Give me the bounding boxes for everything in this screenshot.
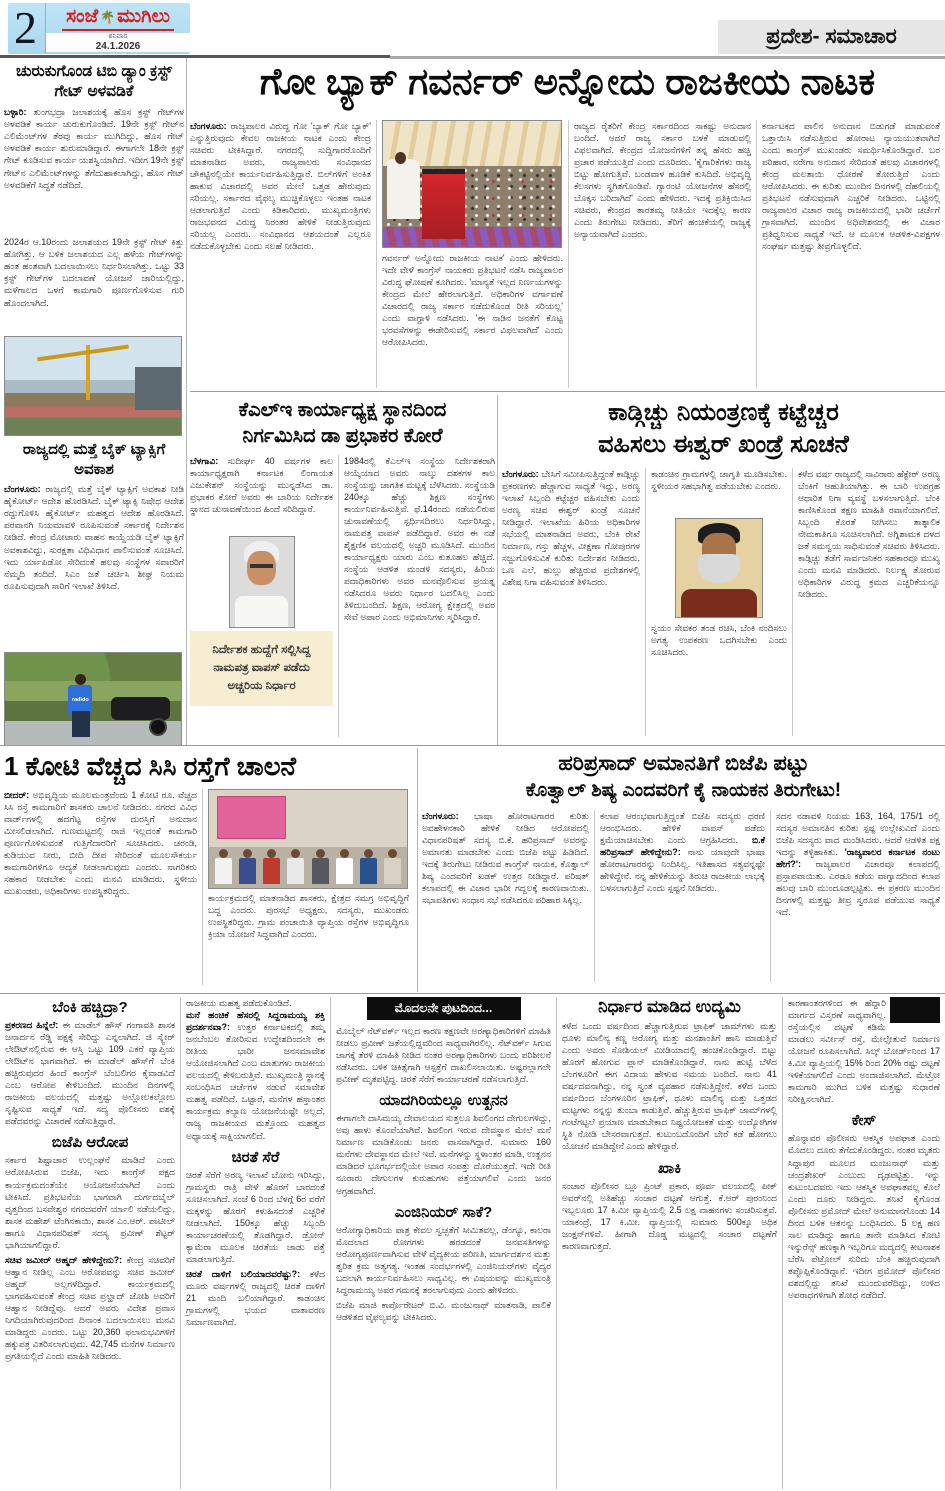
- kle-story: [190, 397, 495, 737]
- hariprasad-col1-text: ಭಾಷಾ ಹೋರಾಟಗಾರರ ಕುರಿತು ಅವಹೇಳನಕಾರಿ ಹೇಳಿಕೆ ನೀಡಿದ ಆರೋಪದಲ್ಲಿ ವಿಧಾನಪರಿಷತ್ ಸದಸ್ಯ ಬಿ.ಕೆ. ಹರಿಪ್ರಸಾದ್ ಅವರನ್ನು ಅಮಾನತು ಮಾಡಬೇಕು ಎಂದು ಬಿಜೆಪಿ ಪಟ್ಟು ಹಿಡಿದಿದೆ. ಇದಕ್ಕೆ ತಿರುಗೇಟು ನೀಡಿರುವ ಕಾಂಗ್ರೆಸ್ ನಾಯಕ, ಕೊತ್ವಾಲ್ ಶಿಷ್ಯ ಎಂದವರಿಗೆ ಖಡಕ್ ಉತ್ತರ ನೀಡಿದ್ದಾರೆ. ಪರಿಷತ್ ಕಲಾಪದಲ್ಲಿ ಈ ವಿಚಾರ ಭಾರೀ ಗದ್ದಲಕ್ಕೆ ಕಾರಣವಾಯಿತು. ಸಭಾಪತಿಗಳು ಸಂಧಾನ ಸಭೆ ನಡೆಸಿದರೂ ಪರಿಹಾರ ಸಿಕ್ಕಿಲ್ಲ.: [422, 810, 589, 906]
- hariprasad-col-2: [594, 810, 770, 982]
- bottom-col2-para-4: [186, 1268, 325, 1328]
- masthead-brand-block: [46, 3, 190, 54]
- brand-name-part1: ಸಂಜೆ: [66, 5, 99, 27]
- kle-headline: [190, 397, 495, 450]
- bottom-col1-text-1: ಈ ಮಾಡೆಲ್ ಹೌಸ್ ಗಂಗಾವತಿ ಶಾಸಕ ಜನಾರ್ದನ ರೆಡ್ಡಿ ಪಕ್ಷಕ್ಕೆ ಸೇರಿದ್ದು ಎನ್ನಲಾಗಿದೆ. ಜಿ ಸ್ಕ್ವೇರ್ ಲೇಔಟ್‌ನಲ್ಲಿರುವ ಈ ಆಸ್ತಿ ಒಟ್ಟು 109 ಎಕರೆ ವ್ಯಾಪ್ತಿಯ ಲೇಔಟ್‌ನ ಭಾಗವಾಗಿದೆ. ಈ ಮಾಡೆಲ್ ಹೌಸ್‌ಗೆ ಬೆಂಕಿ ಹಚ್ಚಿರುವುದರ ಹಿಂದೆ ಕಾಂಗ್ರೆಸ್ ಬೆಂಬಲಿಗರ ಕೈವಾಡವಿದೆ ಎಂಬ ಆರೋಪ ಕೇಳಿಬಂದಿದೆ. ಮುಂದಿನ ದಿನಗಳಲ್ಲಿ ರಾಜಕೀಯ ವಲಯದಲ್ಲಿ ಮತ್ತಷ್ಟು ಅಲ್ಲೋಲಕಲ್ಲೋಲ ಸೃಷ್ಟಿಸುವ ಸಾಧ್ಯತೆ ಇದೆ. ಸದ್ಯ ಪೊಲೀಸರು ವಶಕ್ಕೆ ಪಡೆದವರನ್ನು ವಿಚಾರಣೆ ನಡೆಸುತ್ತಿದ್ದಾರೆ.: [5, 1020, 175, 1127]
- fire-headline-line1: ಕಾಡ್ಗಿಚ್ಚು ನಿಯಂತ್ರಣಕ್ಕೆ ಕಟ್ಟೆಚ್ಚರ: [608, 399, 839, 426]
- forest-fire-story: [502, 397, 945, 736]
- hariprasad-dateline: ಬೆಂಗಳೂರು:: [422, 810, 459, 821]
- dam-crane-photo: [4, 336, 182, 436]
- bottom-col1-para-2: ಸರ್ಕಾರ ಶಿಷ್ಟಾಚಾರ ಉಲ್ಲಂಘನೆ ಮಾಡಿದೆ ಎಂದು ಆರೋಪಿಸಿರುವ ಬಿಜೆಪಿ, ಇದು ಕಾಂಗ್ರೆಸ್ ಪಕ್ಷದ ಕಾರ್ಯಕ್ರಮದಂತೆಯೇ ಆಯೋಜನೆಯಾಗಿದೆ ಎಂದು ಟೀಕಿಸಿದೆ. ಪ್ರತಿಭಟನೆಯ ಭಾಗವಾಗಿ ದುರ್ಗದಬೈಲ್ ವೃತ್ತದಿಂದ ಬಸವೇಶ್ವರ ನಗರದವರೆಗೆ ರ್ಯಾಲಿ ನಡೆಯಲಿದ್ದು, ಶಾಸಕ ಮಹೇಶ್ ಟೆಂಗಿನಕಾಯಿ, ಶಾಸಕ ಎಂ.ಆರ್. ಪಾಟೀಲ್ ಹಾಗೂ ವಿಧಾನಪರಿಷತ್ ಸದಸ್ಯ ಪ್ರವೀಣ್ ಶೆಟ್ಟರ್ ಭಾಗಿಯಾಗಲಿದ್ದಾರೆ.: [5, 1155, 175, 1250]
- speech-photo: [382, 120, 562, 248]
- fire-columns: [502, 468, 945, 736]
- kle-headline-line1: ಕೆಎಲ್ಇ ಕಾರ್ಯಾಧ್ಯಕ್ಷ ಸ್ಥಾನದಿಂದ: [238, 399, 447, 421]
- kore-shirt-shape: [235, 596, 289, 627]
- hariprasad-col3-lead: 'ರಾಜ್ಯಪಾಲರ ಕರ್ನಾಟಕ ನಂಟು ಹೇಗೆ?':: [776, 847, 940, 870]
- palm-tree-icon: 🌴: [100, 9, 116, 24]
- page-number: 2: [8, 3, 46, 54]
- engineer-enough-subhead: ಎಂಜಿನಿಯರ್ ಸಾಕೆ?: [394, 1203, 493, 1221]
- governor-col-1: [190, 120, 376, 388]
- yadgiri-excavation-subhead: ಯಾದಗಿರಿಯಲ್ಲೂ ಉತ್ಖನನ: [379, 1092, 508, 1110]
- bottom-col2-text-4: ಕಳೆದ ಮೂರು ವರ್ಷಗಳಲ್ಲಿ ರಾಜ್ಯದಲ್ಲಿ ಚಿರತೆ ದಾಳಿಗೆ 21 ಮಂದಿ ಬಲಿಯಾಗಿದ್ದಾರೆ. ಕಾಡಂಚಿನ ಗ್ರಾಮಗಳಲ್ಲಿ ಭಯದ ವಾತಾವರಣ ನಿರ್ಮಾಣವಾಗಿದೆ.: [186, 1268, 325, 1328]
- person-figure: [261, 849, 282, 884]
- rider-legs-shape: [72, 711, 90, 737]
- bottom-col1-lead-2: ಸಚಿವ ಜಮೀರ್ ಅಹ್ಮದ್ ಹೇಳಿದ್ದೇನು?:: [5, 1254, 123, 1265]
- ccroad-columns: [4, 789, 414, 985]
- fire-set-subhead: ಬೆಂಕಿ ಹಚ್ಚಿದ್ರಾ?: [52, 999, 128, 1016]
- vertical-rule-left: [186, 58, 187, 745]
- person-figure: [285, 849, 306, 884]
- governor-headline: ಗೋ ಬ್ಯಾಕ್ ಗವರ್ನರ್ ಅನ್ನೋದು ರಾಜಕೀಯ ನಾಟಕ: [259, 61, 876, 102]
- case-subhead: ಕೇಸ್: [851, 1112, 877, 1130]
- eshwar-khandre-photo: [675, 518, 763, 618]
- bottom-col-2: [180, 997, 330, 1489]
- left-column: [4, 62, 184, 746]
- bottom-col2-para-2: [186, 1009, 325, 1142]
- dam-wall-shape: [135, 367, 181, 410]
- kore-face-shape: [247, 551, 275, 585]
- bottom-col1-para-1: [5, 1019, 175, 1127]
- bottom-col3-para-4: ಬಿಜೆಪಿ ಮಾಜಿ ಕಾರ್ಪೊರೇಟರ್ ಬಿ.ವಿ. ಮಂಜುನಾಥ್ ಮಾತನಾಡಿ, ಪಾಲಿಕೆ ಆಡಳಿತದ ವೈಫಲ್ಯವನ್ನು ಟೀಕಿಸಿದರು.: [336, 1299, 551, 1322]
- bike-taxi-photo: [4, 652, 182, 746]
- governor-col3-text: ರಾಜ್ಯದ ರೈತರಿಗೆ ಕೇಂದ್ರ ಸರ್ಕಾರದಿಂದ ಸಾಕಷ್ಟು ಅನುದಾನ ಬಂದಿದೆ. ಆದರೆ ರಾಜ್ಯ ಸರ್ಕಾರ ಬಳಕೆ ಮಾಡುವಲ್ಲಿ ವಿಫಲವಾಗಿದೆ. ಕೇಂದ್ರದ ಯೋಜನೆಗಳಿಗೆ ತನ್ನ ಹೆಸರು ಹಚ್ಚಿ ಪ್ರಚಾರ ಪಡೆಯುತ್ತಿದೆ ಎಂದು ದೂರಿದರು. 'ಕೈಗಾರಿಕೆಗಳು ರಾಜ್ಯ ಬಿಟ್ಟು ಹೋಗುತ್ತಿವೆ. ಬಂಡವಾಳ ಹೂಡಿಕೆ ಕುಸಿದಿದೆ. ಅಭಿವೃದ್ಧಿ ಕೆಲಸಗಳು ಸ್ಥಗಿತಗೊಂಡಿವೆ. ಗ್ಯಾರಂಟಿ ಯೋಜನೆಗಳ ಹೆಸರಲ್ಲಿ ಬೊಕ್ಕಸ ಬರಿದಾಗಿದೆ' ಎಂದು ಹೇಳಿದರು. ಇದಕ್ಕೆ ಪ್ರತಿಕ್ರಿಯಿಸಿದ ಸಚಿವರು, ಕೇಂದ್ರದ ತಾರತಮ್ಯ ನೀತಿಯೇ ಇದಕ್ಕೆಲ್ಲ ಕಾರಣ ಎಂದು ತಿರುಗೇಟು ನೀಡಿದರು. ತೆರಿಗೆ ಹಂಚಿಕೆಯಲ್ಲಿ ರಾಜ್ಯಕ್ಕೆ ಅನ್ಯಾಯವಾಗಿದೆ ಎಂದರು.: [574, 121, 751, 240]
- hariprasad-col-1: [422, 810, 594, 982]
- rule-below-governor: [190, 391, 945, 392]
- bottom-col2-text-2: ಉತ್ತರ ಕರ್ನಾಟಕದಲ್ಲಿ ತಮ್ಮ ಜನಬೆಂಬಲ ತೋರಿಸುವ ಉದ್ದೇಶದಿಂದಲೇ ಈ ರೀತಿಯ ಭಾರೀ ಜನಸಮಾವೇಶ ಆಯೋಜಿಸಲಾಗಿದೆ ಎಂಬ ಮಾತುಗಳು ರಾಜಕೀಯ ವಲಯದಲ್ಲಿ ಕೇಳಿಬರುತ್ತಿವೆ. ಮುಖ್ಯಮಂತ್ರಿ ಸ್ಥಾನಕ್ಕೆ ಸಂಬಂಧಿಸಿದ ಚರ್ಚೆಗಳ ನಡುವೆ ಸಮಾವೇಶ ಮಹತ್ವ ಪಡೆದಿದೆ. ಒಟ್ಟಾರೆ, ಮನೆಗಳ ಹಸ್ತಾಂತರ ಕಾರ್ಯಕ್ರಮ ಕಲ್ಯಾಣ ಯೋಜನೆಯಷ್ಟೇ ಅಲ್ಲದೆ, ರಾಜ್ಯ ರಾಜಕೀಯದ ಮತ್ತೊಂದು ಮಹತ್ವದ ಅಧ್ಯಾಯಕ್ಕೆ ಸಾಕ್ಷಿಯಾಗಲಿದೆ.: [186, 1022, 325, 1141]
- hariprasad-col2-text-a: ಕಲಾಪ ಆರಂಭವಾಗುತ್ತಿದ್ದಂತೆ ಬಿಜೆಪಿ ಸದಸ್ಯರು ಧರಣಿ ಆರಂಭಿಸಿದರು. ಹೇಳಿಕೆ ವಾಪಸ್ ಪಡೆದು ಕ್ಷಮೆಯಾಚಿಸಬೇಕು ಎಂದು ಆಗ್ರಹಿಸಿದರು.: [600, 810, 765, 846]
- motorcycle-shape: [111, 697, 171, 719]
- carpet-shape: [383, 227, 561, 247]
- cc-road-group-photo: [208, 789, 408, 889]
- fire-col2-text-a: ಕಾಡಂಚಿನ ಗ್ರಾಮಗಳಲ್ಲಿ ಜಾಗೃತಿ ಮೂಡಿಸಬೇಕು. ಸ್ಥಳೀಯರ ಸಹಭಾಗಿತ್ವ ಪಡೆಯಬೇಕು ಎಂದರು.: [651, 468, 787, 491]
- header-rule-left: [0, 55, 390, 58]
- tbdam-dateline: ಬಳ್ಳಾರಿ:: [4, 107, 27, 118]
- governor-col2-text: ಗವರ್ನರ್ ಅನ್ನೋದು ರಾಜಕೀಯ ನಾಟಕ' ಎಂದು ಹೇಳಿದರು. ಇದೇ ವೇಳೆ ಕಾಂಗ್ರೆಸ್ ನಾಯಕರು ಪ್ರತಿಭಟನೆ ನಡೆಸಿ ರಾಜ್ಯಪಾಲರ ವಿರುದ್ಧ ಘೋಷಣೆ ಕೂಗಿದರು. 'ಮಾನ್ಯತೆ ಇಲ್ಲದ ನಿರ್ಣಯಗಳನ್ನು ಕೇಂದ್ರದ ಮೇಲೆ ಹೇರಲಾಗುತ್ತಿದೆ. ಅಧಿಕಾರಿಗಳ ವರ್ಗಾವಣೆ ವಿಚಾರದಲ್ಲಿ ರಾಜ್ಯ ಸರ್ಕಾರ ನಡೆದುಕೊಂಡ ರೀತಿ ಸರಿಯಲ್ಲ' ಎಂದು ವಾಗ್ದಾಳಿ ನಡೆಸಿದರು. 'ಈ ನಾಡಿನ ಜನತೆಗೆ ಕೊಟ್ಟ ಭರವಸೆಗಳನ್ನು ಈಡೇರಿಸುವಲ್ಲಿ ಸರ್ಕಾರ ವಿಫಲವಾಗಿದೆ' ಎಂದು ಆರೋಪಿಸಿದರು.: [382, 253, 563, 348]
- kle-dateline: ಬೆಳಗಾವಿ:: [190, 455, 219, 466]
- kle-left-paragraph: ಸುದೀರ್ಘ 40 ವರ್ಷಗಳ ಕಾಲ ಕಾರ್ಯಾಧ್ಯಕ್ಷರಾಗಿ ಕರ್ನಾಟಕ ಲಿಂಗಾಯತ ಎಜುಕೇಶನ್ ಸಂಸ್ಥೆಯನ್ನು ಮುನ್ನಡೆಸಿದ ಡಾ. ಪ್ರಭಾಕರ ಕೋರೆ ಅವರು ಈ ಬಾರಿಯ ನಿರ್ದೇಶಕ ಸ್ಥಾನದ ಚುನಾವಣೆಯಿಂದ ಹಿಂದೆ ಸರಿದಿದ್ದಾರೆ.: [190, 455, 333, 514]
- entrepreneur-subhead: ನಿರ್ಧಾರ ಮಾಡಿದ ಉದ್ಯಮಿ: [598, 997, 741, 1016]
- bottom-col5-para-2: ಹೊನ್ನಾವರ ಪೊಲೀಸರು ಆಕಸ್ಮಿಕ ಅಪಘಾತ ಎಂದು ಮೊದಲು ದೂರು ತೆಗೆದುಕೊಂಡಿದ್ದರು. ನಂತರ ಮೃತರು ಸಿದ್ದಾಪುರ ಮೂಲದ ಮಂಜುನಾಥ್ ಮತ್ತು ಚಂದ್ರಶೇಖರ್ ಎಂಬುದು ದೃಢಪಟ್ಟಿತ್ತು. ಇನ್ನು ಕುಟುಂಬದವರು ಇದು ಆಕಸ್ಮಿಕ ಅಪಘಾತವಲ್ಲ ಕೊಲೆ ಎಂದು ದೂರು ನೀಡಿದ್ದರು. ತನಿಖೆ ಕೈಗೊಂಡ ಪೊಲೀಸರು ಪ್ರಮೋದ್ ಮೇಲೆ ಅನುಮಾನಗೊಂಡು 14 ದಿನದ ಬಳಿಕ ಆತನನ್ನು ಬಂಧಿಸಿದರು. 5 ಲಕ್ಷ ಹಣ ಸಾಲ ಮಾಡಿದ್ದು ಹಾಗೂ ತಾನೇ ಮಾಡಿಸಿದ ಕೋಟಿ ಇನ್ಶುರೆನ್ಸ್ ಹಣಕ್ಕಾಗಿ ಇಬ್ಬರಿಗೂ ಮದ್ಯದಲ್ಲಿ ಕೀಟನಾಶಕ ಬೆರೆಸಿ ಪೆಟ್ರೋಲ್ ಸುರಿದು ಬೆಂಕಿ ಹಚ್ಚಿರುವುದಾಗಿ ತಪ್ಪೊಪ್ಪಿಕೊಂಡಿದ್ದಾನೆ. ಇದೀಗ ಪ್ರಮೋದ್ ಪೊಲೀಸರ ವಶದಲ್ಲಿದ್ದು ತನಿಖೆ ಮುಂದುವರೆದಿದ್ದು, ಉಳಿದ ಅಪರಾಧಗಳಿಗಾಗಿ ಶೋಧ ನಡೆದಿದೆ.: [788, 1133, 940, 1301]
- kle-columns: [190, 455, 495, 737]
- person-figure: [237, 849, 258, 884]
- bottom-col-3: [330, 997, 556, 1489]
- bottom-col-4: [556, 997, 782, 1489]
- header-rule-right: [390, 56, 945, 59]
- governor-dateline: ಬೆಂಗಳೂರು:: [190, 121, 227, 131]
- person-figure: [382, 849, 403, 884]
- tbdam-body-1: [4, 106, 184, 234]
- kle-col-right: [338, 455, 495, 737]
- vertical-rule-lower: [417, 748, 418, 992]
- fire-col-1: [502, 468, 645, 736]
- hariprasad-columns: [422, 810, 945, 982]
- governor-story: [190, 60, 945, 388]
- governor-col1-text: ರಾಜ್ಯಪಾಲರ ವಿರುದ್ಧ ಗೋ 'ಬ್ಯಾಕ್ ಗೋ ಬ್ಯಾಕ್' ಎನ್ನುತ್ತಿರುವುದು ಕೇವಲ ರಾಜಕೀಯ ನಾಟಕ ಎಂದು ಕೇಂದ್ರ ಸಚಿವರು ಟೀಕಿಸಿದ್ದಾರೆ. ನಗರದಲ್ಲಿ ಸುದ್ದಿಗಾರರೊಂದಿಗೆ ಮಾತನಾಡಿದ ಅವರು, ರಾಜ್ಯಪಾಲರು ಸಂವಿಧಾನದ ಚೌಕಟ್ಟಿನಲ್ಲಿಯೇ ಕಾರ್ಯನಿರ್ವಹಿಸುತ್ತಿದ್ದಾರೆ. ಬಿಲ್‌ಗಳಿಗೆ ಅಂಕಿತ ಹಾಕುವ ವಿಚಾರದಲ್ಲಿ ಅವರ ಮೇಲೆ ಒತ್ತಡ ಹೇರುವುದು ಸರಿಯಲ್ಲ. ಸರ್ಕಾರದ ವೈಫಲ್ಯ ಮುಚ್ಚಿಕೊಳ್ಳಲು ಇಂತಹ ನಾಟಕ ಆಡಲಾಗುತ್ತಿದೆ ಎಂದು ಕಿಡಿಕಾರಿದರು. ಮುಖ್ಯಮಂತ್ರಿಗಳು ರಾಜಭವನದ ವಿರುದ್ಧ ನಿರಂತರ ಹೇಳಿಕೆ ನೀಡುತ್ತಿರುವುದು ಸರಿಯಲ್ಲ ಎಂದರು. ಸಂವಿಧಾನದ ಆಶಯದಂತೆ ಎಲ್ಲರೂ ನಡೆದುಕೊಳ್ಳಬೇಕು ಎಂದು ಸಲಹೆ ನೀಡಿದರು.: [190, 121, 371, 252]
- governor-col-3: [568, 120, 756, 388]
- biketaxi-paragraph: ರಾಜ್ಯದಲ್ಲಿ ಮತ್ತೆ ಬೈಕ್ ಟ್ಯಾಕ್ಸಿಗೆ ಅವಕಾಶ ನೀಡಿ ಹೈಕೋರ್ಟ್ ಆದೇಶ ಹೊರಡಿಸಿದೆ. ಬೈಕ್ ಟ್ಯಾಕ್ಸಿ ನಿಷೇಧ ಆದೇಶ ರದ್ದುಗೊಳಿಸಿ ಹೈಕೋರ್ಟ್ ಮಹತ್ವದ ಆದೇಶ ಹೊರಡಿಸಿದೆ. ಪರವಾನಗಿ ನಿಯಮಾವಳಿ ರೂಪಿಸುವಂತೆ ಸರ್ಕಾರಕ್ಕೆ ನಿರ್ದೇಶನ ನೀಡಿದೆ. ಕೇಂದ್ರ ಮೋಟಾರು ವಾಹನ ಕಾಯ್ದೆಯಡಿ ಬೈಕ್ ಟ್ಯಾಕ್ಸಿಗೆ ಅವಕಾಶವಿದ್ದು, ಸುರಕ್ಷತಾ ವಿಧಿವಿಧಾನ ಪಾಲಿಸುವಂತೆ ಸೂಚಿಸಿದೆ. ಇದು ರ್ಯಾಪಿಡೋ ಸೇರಿದಂತೆ ಹಲವು ಸಂಸ್ಥೆಗಳ ಸವಾರರಿಗೆ ನೆಮ್ಮದಿ ತಂದಿದೆ. ಸಿಎಂ ಜತೆ ಚರ್ಚಿಸಿ ಶೀಘ್ರ ನಿಯಮ ರೂಪಿಸುವುದಾಗಿ ಸಾರಿಗೆ ಇಲಾಖೆ ತಿಳಿಸಿದೆ.: [4, 484, 184, 591]
- crane-arm-shape: [37, 345, 128, 362]
- masthead-day: ಶನಿವಾರ: [46, 33, 190, 41]
- fire-col3-text: ಕಳೆದ ವರ್ಷ ರಾಜ್ಯದಲ್ಲಿ ಸಾವಿರಾರು ಹೆಕ್ಟೇರ್ ಅರಣ್ಯ ಬೆಂಕಿಗೆ ಆಹುತಿಯಾಗಿತ್ತು. ಈ ಬಾರಿ ಉಪಗ್ರಹ ಆಧಾರಿತ ನಿಗಾ ವ್ಯವಸ್ಥೆ ಬಳಸಲಾಗುತ್ತಿದೆ. ಬೆಂಕಿ ಕಾಣಿಸಿಕೊಂಡ ತಕ್ಷಣ ಮಾಹಿತಿ ರವಾನೆಯಾಗಲಿದೆ. ಸಿಬ್ಬಂದಿ ಕೊರತೆ ನೀಗಿಸಲು ತಾತ್ಕಾಲಿಕ ನೇಮಕಾತಿಗೂ ಸೂಚಿಸಲಾಗಿದೆ. ಅಗ್ನಿಶಾಮಕ ದಳದ ಜತೆ ಸಮನ್ವಯ ಸಾಧಿಸುವಂತೆ ಸಚಿವರು ತಿಳಿಸಿದರು. ಕಾಡ್ಗಿಚ್ಚು ತಡೆಗೆ ಸಾರ್ವಜನಿಕರ ಸಹಕಾರವೂ ಮುಖ್ಯ ಎಂದು ಮನವಿ ಮಾಡಿದರು. ನಿರ್ಲಕ್ಷ್ಯ ತೋರುವ ಅಧಿಕಾರಿಗಳ ವಿರುದ್ಧ ಕ್ರಮದ ಎಚ್ಚರಿಕೆಯನ್ನೂ ನೀಡಿದರು.: [798, 468, 940, 600]
- rule-mid-page: [0, 745, 945, 746]
- fire-col-2: [645, 468, 792, 736]
- biketaxi-dateline: ಬೆಂಗಳೂರು:: [4, 484, 41, 495]
- kore-glasses-shape: [250, 564, 273, 568]
- bottom-col3-para-1: ಮೊಬೈಲ್ ನೆಟ್‌ವರ್ಕ್ ಇಲ್ಲದ ಕಾರಣ ತಕ್ಷಣವೇ ಅರಣ್ಯಾಧಿಕಾರಿಗಳಿಗೆ ಮಾಹಿತಿ ನೀಡಲು ಪ್ರವೀಣ್ ಜತೆಯಲ್ಲಿದ್ದವರಿಂದ ಸಾಧ್ಯವಾಗಿರಲಿಲ್ಲ. ನೆಟ್‌ವರ್ಕ್ ಸಿಗುವ ಜಾಗಕ್ಕೆ ತೆರಳಿ ಮಾಹಿತಿ ನೀಡಿದ ನಂತರ ಅರಣ್ಯಾಧಿಕಾರಿಗಳು ಬಂದು ಪರಿಶೀಲನೆ ನಡೆಸಿದರು. ಬಳಿಕ ಚಿಕಿತ್ಸೆಗಾಗಿ ಆಸ್ಪತ್ರೆಗೆ ದಾಖಲಿಸಲಾಯಿತು. ಅಷ್ಟರಲ್ಲಾಗಲೇ ಪ್ರವೀಣ್ ಮೃತಪಟ್ಟಿದ್ದ. ಚಿರತೆ ಸೆರೆಗೆ ಕಾರ್ಯಾಚರಣೆ ನಡೆಸಲಾಗುತ್ತಿದೆ.: [336, 1026, 551, 1085]
- from-page-one-banner: ಮೊದಲನೇ ಪುಟದಿಂದ...: [367, 997, 521, 1020]
- section-label: ಪ್ರದೇಶ- ಸಮಾಚಾರ: [718, 20, 945, 54]
- bottom-col2-lead-1: ಮನೆ ಹಂಚಿಕೆ ಹೆಸರಲ್ಲಿ ಸಿದ್ದರಾಮಯ್ಯ ಶಕ್ತಿ ಪ್ರದರ್ಶನವಾ?:: [186, 1010, 325, 1033]
- tbdam-headline: ಚುರುಕುಗೊಂಡ ಟಿಬಿ ಡ್ಯಾಂ ಕ್ರಸ್ಟ್ ಗೇಟ್ ಅಳವಡಿಕೆ: [16, 63, 172, 101]
- rider-head-shape: [75, 674, 86, 685]
- person-figure: [358, 849, 379, 884]
- ccroad-right-text: ಕಾರ್ಯಕ್ರಮದಲ್ಲಿ ಮಾತನಾಡಿದ ಶಾಸಕರು, ಕ್ಷೇತ್ರದ ಸಮಗ್ರ ಅಭಿವೃದ್ಧಿಗೆ ಬದ್ಧ ಎಂದರು. ಪುರಸಭೆ ಅಧ್ಯಕ್ಷರು, ಸದಸ್ಯರು, ಮುಖಂಡರು ಉಪಸ್ಥಿತರಿದ್ದರು. ಗ್ರಾಮ ಪಂಚಾಯಿತಿ ವ್ಯಾಪ್ತಿಯ ರಸ್ತೆಗಳ ಅಭಿವೃದ್ಧಿಗೂ ಕ್ರಿಯಾ ಯೋಜನೆ ಸಿದ್ಧವಾಗಿದೆ ಎಂದರು.: [208, 892, 409, 939]
- tbdam-body-2: [4, 236, 184, 332]
- fire-headline: [502, 397, 945, 462]
- bottom-col1-para-3: [5, 1254, 175, 1362]
- fire-dateline: ಬೆಂಗಳೂರು:: [502, 468, 539, 479]
- bottom-col2-para-1: ರಾಜಕೀಯ ಮಹತ್ವ ಪಡೆದುಕೊಂಡಿದೆ.: [186, 998, 292, 1008]
- ccroad-col-right: [202, 789, 409, 985]
- brand-name: [62, 6, 174, 31]
- speaker-shape: [387, 159, 421, 219]
- vertical-rule-middle: [497, 395, 498, 745]
- hariprasad-col3-text-b: ರಾಜ್ಯಪಾಲರ ವಿಚಾರವೂ ಕಲಾಪದಲ್ಲಿ ಪ್ರಸ್ತಾಪವಾಯಿತು. ಎರಡೂ ಕಡೆಯ ವಾಗ್ವಾದದಿಂದ ಕಲಾಪ ಹಲವು ಬಾರಿ ಮುಂದೂಡಲ್ಪಟ್ಟಿತು. ಈ ಪ್ರಕರಣ ಮುಂದಿನ ದಿನಗಳಲ್ಲಿ ಮತ್ತಷ್ಟು ತೀವ್ರ ಸ್ವರೂಪ ಪಡೆಯುವ ಸಾಧ್ಯತೆ ಇದೆ.: [776, 859, 940, 918]
- biketaxi-headline: ರಾಜ್ಯದಲ್ಲಿ ಮತ್ತೆ ಬೈಕ್ ಟ್ಯಾಕ್ಸಿಗೆ ಅವಕಾಶ: [22, 441, 166, 478]
- khandre-shirt-shape: [681, 589, 757, 616]
- bottom-col2-para-3: ಚಿರತೆ ಸೆರೆಗೆ ಅರಣ್ಯ ಇಲಾಖೆ ಬೋನು ಇರಿಸಿದ್ದು, ಗ್ರಾಮಸ್ಥರು ರಾತ್ರಿ ವೇಳೆ ಹೊರಗೆ ಬಾರದಂತೆ ಸೂಚಿಸಲಾಗಿದೆ. ಸಂಜೆ 6 ರಿಂದ ಬೆಳಗ್ಗೆ 6ರ ವರೆಗೆ ಮಕ್ಕಳನ್ನು ಹೊರಗೆ ಕಳುಹಿಸದಂತೆ ಎಚ್ಚರಿಕೆ ನೀಡಲಾಗಿದೆ. 150ಕ್ಕೂ ಹೆಚ್ಚು ಸಿಬ್ಬಂದಿ ಕಾರ್ಯಾಚರಣೆಯಲ್ಲಿ ತೊಡಗಿದ್ದಾರೆ. ಡ್ರೋನ್ ಕ್ಯಾಮೆರಾ ಮೂಲಕ ಚಿರತೆಯ ಜಾಡು ಪತ್ತೆ ಮಾಡಲಾಗುತ್ತಿದೆ.: [186, 1169, 325, 1264]
- prabhakar-kore-photo: [229, 536, 295, 628]
- bottom-col4-para-1: ಕಳೆದ ಒಂದು ವರ್ಷದಿಂದ ಹೆಚ್ಚಾಗುತ್ತಿರುವ ಟ್ರಾಫಿಕ್ ಜಾಮ್‌ಗಳು ಮತ್ತು ಧೂಳು ಮಾಲಿನ್ಯ ಕಣ್ಣ ಆರೋಗ್ಯ ಮತ್ತು ಮನಶಾಂತಿಗೆ ಹಾನಿ ಮಾಡುತ್ತಿವೆ ಎಂದು ಅವರು ಸೋಶಿಯಲ್ ಮೀಡಿಯಾದಲ್ಲಿ ಹಂಚಿಕೊಂಡಿದ್ದಾರೆ. ಬಿಟ್ಟು ಹೊರಗೆ ಹೋಗುವ ಪ್ಲಾನ್ ಮಾಡಿಕೊಂಡಿದ್ದಾರೆ. ನಾನು ಹುಟ್ಟಿ ಬೆಳೆದ ಬೆಂಗಳೂರಿಗೆ ಈಗ ವಿದಾಯ ಹೇಳುವ ಸಮಯ ಬಂದಿದೆ. ನಾನು 41 ವರ್ಷದವನಾಗಿದ್ದು, ನನ್ನ ಸ್ವಂತ ವ್ಯವಹಾರ ನಡೆಸುತ್ತಿದ್ದೇನೆ. ಕಳೆದ ಒಂದು ವರ್ಷದಿಂದ ಬೆಂಗಳೂರಿನ ಟ್ರಾಫಿಕ್, ಧೂಳು ಮಾಲಿನ್ಯ ಮತ್ತು ಒತ್ತಡದ ಮಟ್ಟಗಳು ನನ್ನನ್ನು ತುಂಬಾ ಕಾಡುತ್ತಿವೆ. ಹೆಚ್ಚುತ್ತಿರುವ ಟ್ರಾಫಿಕ್ ಜಾಮ್‌ಗಳಲ್ಲಿ ಗಂಟೆಗಟ್ಟಲೆ ಪ್ರಯಾಣ ಮಾಡಬೇಕಾದ ನಿಷ್ಪ್ರಯೋಜಕತೆ ಮತ್ತು ಉದ್ಯೋಗಿಗಳ ಸ್ಥಿತಿ ನೋಡಿ ಬೇಸರವಾಗುತ್ತದೆ. ಕುಟುಂಬದೊಂದಿಗೆ ಬೇರೆ ಕಡೆ ಹೋಗಲು ಯೋಚನೆ ಮಾಡಿದ್ದೇನೆ ಎಂದು ಹೇಳಿದ್ದಾರೆ.: [562, 1021, 777, 1152]
- bottom-col1-text-3: ಕೇಂದ್ರ ಸಚಿವರಿಗೆ ಆಹ್ವಾನ ನೀಡಿಲ್ಲ ಎಂಬ ಆರೋಪವನ್ನು ಸಚಿವ ಜಮೀರ್ ಅಹ್ಮದ್ ಅಲ್ಲಗಳೆದಿದ್ದಾರೆ. ಕಾರ್ಯಕ್ರಮದಲ್ಲಿ ಭಾಗವಹಿಸುವಂತೆ ಕೇಂದ್ರ ಸಚಿವ ಪ್ರಲ್ಹಾದ್ ಜೋಶಿ ಅವರಿಗೆ ಆಹ್ವಾನ ನೀಡಿದ್ದೆವು. ಆದರೆ ಅವರು ವಿದೇಶ ಪ್ರವಾಸ ನಿಗದಿಯಾಗಿರುವುದರಿಂದ ದಿನಾಂಕ ಬದಲಾಯಿಸಲು ಮನವಿ ಮಾಡಿದ್ದರು ಎಂದರು. ಒಟ್ಟು 20,360 ಫಲಾನುಭವಿಗಳಿಗೆ ಹಕ್ಕುಪತ್ರ ವಿತರಿಸಲಾಗುವುದು. 42,745 ಮನೆಗಳ ನಿರ್ಮಾಣ ಪ್ರಗತಿಯಲ್ಲಿದೆ ಎಂದು ಮಾಹಿತಿ ನೀಡಿದರು.: [5, 1254, 175, 1362]
- masthead-date: 24.1.2026: [46, 41, 190, 52]
- khandre-beard-shape: [698, 554, 739, 583]
- trees-shape: [5, 653, 181, 681]
- kle-headline-line2: ನಿರ್ಗಮಿಸಿದ ಡಾ ಪ್ರಭಾಕರ ಕೋರೆ: [242, 425, 443, 448]
- bottom-col5-para-1: ಕಾರಣಾಂತರಗಳಿಂದ ಈ ಹೆದ್ದಾರಿ ಮಾರ್ಗದ ವಿಸ್ತರಣೆ ಸಾಧ್ಯವಾಗಿಲ್ಲ. ರಸ್ತೆಯಲ್ಲಿನ ದಟ್ಟಣೆ ಕಡಿಮೆ ಮಾಡಲು ಸರ್ವೀಸ್ ರಸ್ತೆ, ಮೇಲ್ಸೇತುವೆ ನಿರ್ಮಾಣ ಯೋಜನೆ ರೂಪಿಸಲಾಗಿದೆ. ಸಿಲ್ಕ್ ಬೋರ್ಡ್‌ನಿಂದ 17 ಕಿ.ಮೀ ವ್ಯಾಪ್ತಿಯಲ್ಲಿ 15% ರಿಂದ 20% ರಷ್ಟು ದಟ್ಟಣೆ ಇಳಿಕೆಯಾಗಲಿದೆ ಎಂದು ಅಂದಾಜಿಸಲಾಗಿದೆ. ಮೆಟ್ರೋ ಕಾಮಗಾರಿ ಮುಗಿದ ಬಳಿಕ ಮತ್ತಷ್ಟು ಸುಧಾರಣೆ ನಿರೀಕ್ಷಿಸಲಾಗಿದೆ.: [788, 998, 940, 1105]
- ccroad-col-left: [4, 789, 202, 985]
- hariprasad-headline: [422, 750, 945, 804]
- person-figure: [334, 849, 355, 884]
- bottom-col1-lead-1: ಪ್ರಕರಣದ ಹಿನ್ನೆಲೆ:: [5, 1020, 59, 1030]
- governor-col-2: [376, 120, 568, 388]
- person-figure: [213, 849, 234, 884]
- bottom-band: [0, 997, 945, 1489]
- governor-columns: [190, 120, 945, 388]
- bottom-col3-para-3: ಆರೋಗ್ಯಾಧಿಕಾರಿಯ ಪಾತ್ರ ಕೇವಲ ಸ್ವಚ್ಛತೆಗೆ ಸೀಮಿತವಲ್ಲ, ಡೆಂಗ್ಯೂ, ಕಾಲರಾ ಮೊದಲಾದ ರೋಗಗಳು ಹರಡದಂತೆ ಜನವಸತಿಗಳನ್ನು ಆರೋಗ್ಯಪೂರ್ಣವಾಗಿಸುವ ವೇಳೆ ವೈದ್ಯಕೀಯ ಪರಿಣತಿ, ಮಾರ್ಗದರ್ಶನ ಮತ್ತು ತ್ವರಿತ ಕ್ರಮ ಅತ್ಯಗತ್ಯ. ಇಂತಹ ಸಂದರ್ಭಗಳಲ್ಲಿ ಎಂಜಿನಿಯರ್‌ಗಳು ವೈದ್ಯರ ಬದಲಾಗಿ ಕಾರ್ಯನಿರ್ವಹಿಸಲು ಸಾಧ್ಯವಿಲ್ಲ. ಈ ವಿಷಯವನ್ನು ಮುಖ್ಯಮಂತ್ರಿ ಸಿದ್ದರಾಮಯ್ಯ ಅವರ ಗಮನಕ್ಕೆ ತರಲಾಗುವುದು ಎಂದು ಹೇಳಿದರು.: [336, 1224, 551, 1295]
- kle-col-left: [190, 455, 338, 737]
- continued-marker-box: [890, 997, 940, 1023]
- hariprasad-col-3: [770, 810, 940, 982]
- hariprasad-col3-text-a: ಸದನ ನಡಾವಳಿ ನಿಯಮ 163, 164, 175/1 ರಲ್ಲಿ ಸದಸ್ಯರ ಅಮಾನತಿನ ಕುರಿತು ಸ್ಪಷ್ಟ ಉಲ್ಲೇಖವಿದೆ ಎಂದು ಬಿಜೆಪಿ ಸದಸ್ಯರು ವಾದ ಮಂಡಿಸಿದರು. ಆದರೆ ಆಡಳಿತ ಪಕ್ಷ ಇದನ್ನು ತಳ್ಳಿಹಾಕಿತು.: [776, 810, 940, 858]
- person-figure: [310, 849, 331, 884]
- bottom-col-5: [782, 997, 945, 1489]
- fire-headline-line2: ವಹಿಸಲು ಈಶ್ವರ್ ಖಂಡ್ರೆ ಸೂಚನೆ: [598, 431, 849, 459]
- ccroad-left-text: ಅಭಿವೃದ್ಧಿಯ ಮೂಲಮಂತ್ರವೆಂದು 1 ಕೋಟಿ ರೂ. ವೆಚ್ಚದ ಸಿಸಿ ರಸ್ತೆ ಕಾಮಗಾರಿಗೆ ಶಾಸಕರು ಚಾಲನೆ ನೀಡಿದರು. ನಗರದ ವಿವಿಧ ವಾರ್ಡ್‌ಗಳಲ್ಲಿ ಹದಗೆಟ್ಟ ರಸ್ತೆಗಳ ದುರಸ್ತಿಗೆ ಅನುದಾನ ಮೀಸಲಿಡಲಾಗಿದೆ. ಗುಣಮಟ್ಟದಲ್ಲಿ ರಾಜಿ ಇಲ್ಲದಂತೆ ಕಾಮಗಾರಿ ಪೂರ್ಣಗೊಳಿಸುವಂತೆ ಗುತ್ತಿಗೆದಾರರಿಗೆ ಸೂಚಿಸಿದರು. ಚರಂಡಿ, ಕುಡಿಯುವ ನೀರು, ಬೀದಿ ದೀಪ ಸೇರಿದಂತೆ ಮೂಲಸೌಕರ್ಯ ಕಾಮಗಾರಿಗಳಿಗೂ ಆದ್ಯತೆ ನೀಡಲಾಗುವುದು ಎಂದರು. ನಾಗರಿಕರು ಸಹಕಾರ ನೀಡಬೇಕು ಎಂದು ಮನವಿ ಮಾಡಿದರು. ಸ್ಥಳೀಯ ಮುಖಂಡರು, ಅಧಿಕಾರಿಗಳು ಉಪಸ್ಥಿತರಿದ್ದರು.: [4, 789, 197, 897]
- fire-col2-text-b: ಸ್ವಯಂ ಸೇವಕರ ತಂಡ ರಚಿಸಿ, ಬೆಂಕಿ ನಂದಿಸಲು ಅಗತ್ಯ ಉಪಕರಣ ಒದಗಿಸಬೇಕು ಎಂದು ಸೂಚಿಸಿದರು.: [651, 622, 787, 657]
- bottom-col-1: [0, 997, 180, 1489]
- hariprasad-col2-text-b: ನಾನು ಯಾವುದೇ ಭಾಷಾ ಹೋರಾಟಗಾರರನ್ನು ನಿಂದಿಸಿಲ್ಲ. ಇತಿಹಾಸದ ಸತ್ಯವನ್ನಷ್ಟೇ ಹೇಳಿದ್ದೇನೆ. ನನ್ನ ಹೇಳಿಕೆಯನ್ನು ತಿರುಚಿ ರಾಜಕೀಯ ಲಾಭಕ್ಕೆ ಬಳಸಲಾಗುತ್ತಿದೆ ಎಂದು ಸ್ಪಷ್ಟನೆ ನೀಡಿದರು.: [600, 847, 765, 894]
- governor-col4-text: ಕರ್ನಾಟಕದ ಪಾಲಿನ ಅನುದಾನ ಬಿಡುಗಡೆ ಮಾಡುವಂತೆ ಒತ್ತಾಯಿಸಿ ನಡೆಸುತ್ತಿರುವ ಹೋರಾಟ ನ್ಯಾಯಯುತವಾಗಿದೆ ಎಂದು ಕಾಂಗ್ರೆಸ್ ಮುಖಂಡರು ಸಮರ್ಥಿಸಿಕೊಂಡಿದ್ದಾರೆ. ಬರ ಪರಿಹಾರ, ನರೇಗಾ ಅನುದಾನ ಸೇರಿದಂತೆ ಹಲವು ವಿಚಾರಗಳಲ್ಲಿ ಕೇಂದ್ರ ಮಲತಾಯಿ ಧೋರಣೆ ತೋರುತ್ತಿದೆ ಎಂದು ಆರೋಪಿಸಿದರು. ಈ ಕುರಿತು ಮುಂದಿನ ದಿನಗಳಲ್ಲಿ ದೆಹಲಿಯಲ್ಲಿ ಪ್ರತಿಭಟನೆ ನಡೆಸುವುದಾಗಿ ಎಚ್ಚರಿಕೆ ನೀಡಿದರು. ಒಟ್ಟಿನಲ್ಲಿ ರಾಜ್ಯಪಾಲರ ವಿಚಾರ ರಾಜ್ಯ ರಾಜಕೀಯದಲ್ಲಿ ಭಾರೀ ಚರ್ಚೆಗೆ ಗ್ರಾಸವಾಗಿದೆ. ಮುಂದಿನ ಅಧಿವೇಶನದಲ್ಲಿ ಈ ವಿಚಾರ ಪ್ರತಿಧ್ವನಿಸುವ ಸಾಧ್ಯತೆ ಇದೆ. ಆ ಮೂಲಕ ಆಡಳಿತ-ವಿಪಕ್ಷಗಳ ಸಂಘರ್ಷ ಮತ್ತಷ್ಟು ತೀವ್ರಗೊಳ್ಳಲಿದೆ.: [762, 121, 940, 252]
- bottom-col3-para-2: ಈಗಾಗಲೇ ದಾಸಿಮಯ್ಯ ದೇವಾಲಯದ ಸುತ್ತಲೂ ಶಿವಲಿಂಗದ ದೇಗುಲಗಳಿದ್ದು, ಅವು ಹಾಳು ಕೊಂಪೆಯಾಗಿವೆ. ಶಿವಲಿಂಗ ಇರುವ ದೇವಸ್ಥಾನ ಮೇಲೆ ಮನೆ ನಿರ್ಮಾಣ ಮಾಡಿಕೊಂಡು ಜನರು ವಾಸವಾಗಿದ್ದಾರೆ. ಸುಮಾರು 160 ಮನೆಗಳು ದೇವಸ್ಥಾನದ ಮೇಲೆ ಇವೆ. ಮನೆಗಳನ್ನು ಸ್ಥಳಾಂತರ ಮಾಡಿ, ಉತ್ಖನನ ಮಾಡಿದರೆ ಭೂಗರ್ಭದಲ್ಲಿಯೇ ಅಪಾರ ಸಂಪತ್ತು ದೊರೆಯುತ್ತದೆ. ಇದೇ ರೀತಿ ನೂರಾರು ದೇಗುಲಗಳ ಕುರುಹುಗಳು ಪತ್ತೆಯಾಗಲಿವೆ ಎಂದು ಜನರ ಆಗ್ರಹವಾಗಿದೆ.: [336, 1113, 551, 1196]
- kore-photo-caption: ನಿರ್ದೇಶಕ ಹುದ್ದೆಗೆ ಸಲ್ಲಿಸಿದ್ದ ನಾಮಪತ್ರ ವಾಪಸ್ ಪಡೆದು ಅಚ್ಚರಿಯ ನಿರ್ಧಾರ: [190, 631, 333, 706]
- ccroad-headline: 1 ಕೋಟಿ ವೆಚ್ಚದ ಸಿಸಿ ರಸ್ತೆಗೆ ಚಾಲನೆ: [4, 751, 297, 781]
- crowd-figures: [213, 823, 403, 884]
- kle-right-paragraph: 1984ರಲ್ಲಿ ಕೆಎಲ್ಇ ಸಂಸ್ಥೆಯ ನಿರ್ದೇಶಕರಾಗಿ ಆಯ್ಕೆಯಾದ ಅವರು ನಾಲ್ಕು ದಶಕಗಳ ಕಾಲ ಸಂಸ್ಥೆಯನ್ನು ಜಾಗತಿಕ ಮಟ್ಟಕ್ಕೆ ಬೆಳೆಸಿದರು. ಸಂಸ್ಥೆಯಡಿ 240ಕ್ಕೂ ಹೆಚ್ಚು ಶಿಕ್ಷಣ ಸಂಸ್ಥೆಗಳು ಕಾರ್ಯನಿರ್ವಹಿಸುತ್ತಿವೆ. ಫೆ.14ರಂದು ನಡೆಯಲಿರುವ ಚುನಾವಣೆಯಲ್ಲಿ ಸ್ಪರ್ಧಿಸದಿರಲು ನಿರ್ಧರಿಸಿದ್ದು, ನಾಮಪತ್ರ ವಾಪಸ್ ಪಡೆದಿದ್ದಾರೆ. ಅವರ ಈ ನಡೆ ಶೈಕ್ಷಣಿಕ ವಲಯದಲ್ಲಿ ಅಚ್ಚರಿ ಮೂಡಿಸಿದೆ. ಮುಂದಿನ ಕಾರ್ಯಾಧ್ಯಕ್ಷರು ಯಾರು ಎಂಬ ಕುತೂಹಲ ಹೆಚ್ಚಿದೆ. ಸಂಸ್ಥೆಯ ಆಡಳಿತ ಮಂಡಳಿ ಸದಸ್ಯರು, ಹಿರಿಯ ಪದಾಧಿಕಾರಿಗಳು ಅವರ ಮನವೊಲಿಸುವ ಪ್ರಯತ್ನ ನಡೆಸಿದರೂ ಅವರು ನಿರ್ಧಾರ ಬದಲಿಸಿಲ್ಲ ಎಂದು ತಿಳಿದುಬಂದಿದೆ. ಶಿಕ್ಷಣ, ಆರೋಗ್ಯ ಕ್ಷೇತ್ರದಲ್ಲಿ ಅವರ ಸೇವೆ ಅಪಾರ ಎಂದು ಅಭಿಮಾನಿಗಳು ಸ್ಮರಿಸಿದ್ದಾರೆ.: [344, 455, 495, 623]
- tbdam-paragraph-1: ತುಂಗಭದ್ರಾ ಜಲಾಶಯಕ್ಕೆ ಹೊಸ ಕ್ರಸ್ಟ್ ಗೇಟ್‌ಗಳ ಅಳವಡಿಕೆ ಕಾರ್ಯ ಚುರುಕುಗೊಂಡಿದೆ. 19ನೇ ಕ್ರಸ್ಟ್ ಗೇಟ್‌ನ ಎಲಿಮೆಂಟ್‌ಗಳ ತೆರವು ಕಾರ್ಯ ಮುಗಿದಿದ್ದು, ಹೊಸ ಗೇಟ್ ಅಳವಡಿಕೆ ಕಾರ್ಯ ಶುರುಮಾಡಿದ್ದಾರೆ. ಈಗಾಗಲೇ 18ನೇ ಕ್ರಸ್ಟ್ ಗೇಟ್ ಕೂಡಿಸುವ ಕಾರ್ಯ ಯಶಸ್ವಿಯಾಗಿದೆ. ಇದೀಗ 19ನೇ ಕ್ರಸ್ಟ್ ಗೇಟ್‌ನ ಎಲಿಮೆಂಟ್‌ಗಳನ್ನು ತೆಗೆದುಹಾಕಲಾಗಿದ್ದು, ಹೊಸ ಗೇಟ್ ಅಳವಡಿಕೆಗೆ ಸಿದ್ಧತೆ ನಡೆದಿದೆ.: [4, 107, 184, 190]
- rider-shirt-shape: radido: [68, 685, 92, 715]
- biketaxi-body: [4, 483, 184, 649]
- hariprasad-story: [422, 750, 945, 982]
- leopard-capture-subhead: ಚಿರತೆ ಸೆರೆ: [231, 1148, 280, 1166]
- podium-shape: [422, 169, 465, 240]
- cc-road-story: [4, 750, 414, 985]
- brand-name-part2: ಮುಗಿಲು: [117, 5, 170, 27]
- hariprasad-headline-line1: ಹರಿಪ್ರಸಾದ್ ಅಮಾನತಿಗೆ ಬಿಜೆಪಿ ಪಟ್ಟು: [558, 752, 809, 775]
- bottom-col2-lead-2: ಚಿರತೆ ದಾಳಿಗೆ ಬಲಿಯಾದವರೆಷ್ಟು?:: [186, 1268, 301, 1279]
- bottom-col4-para-2: ಸಂಚಾರ ಪೊಲೀಸರ ಬ್ಲೂ ಪ್ರಿಂಟ್ ಪ್ರಕಾರ, ಪೂರ್ವ ವಲಯದಲ್ಲಿ ಪೀಕ್ ಅವರ್‌ನಲ್ಲಿ ಅತಿಹೆಚ್ಚು ಸಂಚಾರ ದಟ್ಟಣೆ ಆಗುತ್ತೆ. ಕೆ.ಆರ್ ಪುರಂನಿಂದ ಇಬ್ಬಲೂರು 17 ಕಿ.ಮೀ ವ್ಯಾಪ್ತಿಯಲ್ಲಿ 2.5 ಲಕ್ಷ ವಾಹನಗಳು ಸಂಚರಿಸುತ್ತವೆ. ಯಾಕಂದ್ರೆ, 17 ಕಿ.ಮೀ. ವ್ಯಾಪ್ತಿಯಲ್ಲಿ ಸುಮಾರು 500ಕ್ಕೂ ಅಧಿಕ ಜಂಕ್ಷನ್‌ಗಳಿವೆ. ಹೀಗಾಗಿ ದೊಡ್ಡ ಮಟ್ಟದಲ್ಲಿ ಸಂಚಾರ ದಟ್ಟಣೆಗೆ ಕಾರಣವಾಗುತ್ತದೆ.: [562, 1180, 777, 1251]
- wheel-shape: [149, 718, 167, 736]
- rule-above-bottom: [0, 993, 945, 994]
- tbdam-paragraph-2: 2024ರ ಆ.10ರಂದು ಜಲಾಶಯದ 19ನೇ ಕ್ರಸ್ಟ್ ಗೇಟ್ ಕಿತ್ತು ಹೋಗಿತ್ತು. ಆ ಬಳಿಕ ಜಲಾಶಯದ ಎಲ್ಲ ಹಳೆಯ ಗೇಟ್‌ಗಳನ್ನು ಹಂತ ಹಂತವಾಗಿ ಬದಲಾಯಿಸಲು ನಿರ್ಧರಿಸಲಾಗಿತ್ತು. ಒಟ್ಟು 33 ಕ್ರಸ್ಟ್ ಗೇಟ್‌ಗಳ ಬದಲಾವಣೆ ಯೋಜನೆ ಜಾರಿಯಲ್ಲಿದ್ದು, ಮಳೆಗಾಲದ ಒಳಗೆ ಕಾಮಗಾರಿ ಪೂರ್ಣಗೊಳಿಸುವ ಗುರಿ ಹೊಂದಲಾಗಿದೆ.: [4, 237, 184, 308]
- hariprasad-headline-line2: ಕೊತ್ವಾಲ್ ಶಿಷ್ಯ ಎಂದವರಿಗೆ ಕೈ ನಾಯಕನ ತಿರುಗೇಟು!: [525, 780, 842, 802]
- hariprasad-col2-lead: ಬಿ.ಕೆ ಹರಿಪ್ರಸಾದ್ ಹೇಳಿದ್ದೇನು?:: [600, 835, 765, 858]
- khaki-subhead: ಖಾಕಿ: [657, 1159, 682, 1177]
- ccroad-dateline: ಬೀದರ್:: [4, 789, 30, 800]
- governor-col-4: [756, 120, 940, 388]
- bjp-allegation-subhead: ಬಿಜೆಪಿ ಆರೋಪ: [51, 1134, 129, 1152]
- fire-col-3: [792, 468, 940, 736]
- kle-left-text: [190, 455, 333, 533]
- masthead: [8, 3, 190, 54]
- fire-col1-text: ಬೇಸಿಗೆ ಸಮೀಪಿಸುತ್ತಿದ್ದಂತೆ ಕಾಡ್ಗಿಚ್ಚು ಪ್ರಕರಣಗಳು ಹೆಚ್ಚಾಗುವ ಸಾಧ್ಯತೆ ಇದ್ದು, ಅರಣ್ಯ ಇಲಾಖೆ ಸಿಬ್ಬಂದಿ ಕಟ್ಟೆಚ್ಚರ ವಹಿಸಬೇಕು ಎಂದು ಅರಣ್ಯ ಸಚಿವ ಈಶ್ವರ್ ಖಂಡ್ರೆ ಸೂಚನೆ ನೀಡಿದ್ದಾರೆ. ಇಲಾಖೆಯ ಹಿರಿಯ ಅಧಿಕಾರಿಗಳ ಸಭೆಯಲ್ಲಿ ಮಾತನಾಡಿದ ಅವರು, ಬೆಂಕಿ ರೇಖೆ ನಿರ್ಮಾಣ, ಗಸ್ತು ಹೆಚ್ಚಳ, ವೀಕ್ಷಣಾ ಗೋಪುರಗಳ ಸಜ್ಜುಗೊಳಿಸುವಿಕೆ ಕುರಿತು ನಿರ್ದೇಶನ ನೀಡಿದರು. ಒಣ ಎಲೆ, ಹುಲ್ಲು ಹೆಚ್ಚಿರುವ ಪ್ರದೇಶಗಳಲ್ಲಿ ವಿಶೇಷ ನಿಗಾ ವಹಿಸುವಂತೆ ತಿಳಿಸಿದರು.: [502, 468, 640, 588]
